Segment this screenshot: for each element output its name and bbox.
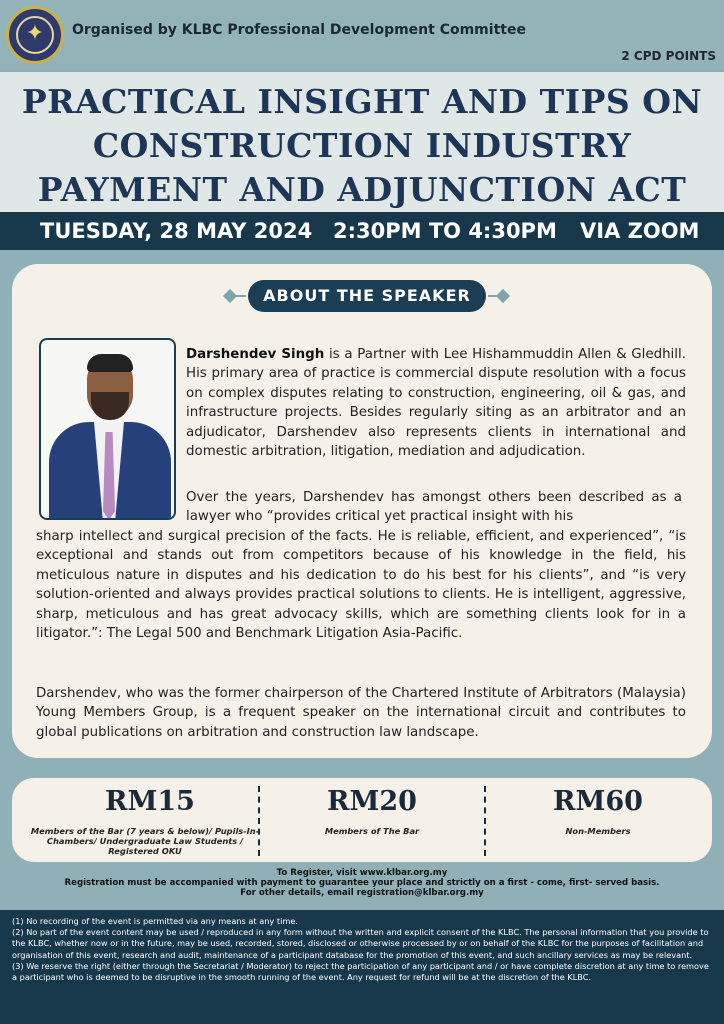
event-venue: VIA ZOOM (580, 219, 700, 243)
speaker-photo (39, 338, 176, 520)
term-3: (3) We reserve the right (either through the Secretariat / Moderator) to reject the participation of any participant and / or have complete discretion at any time to remove a participant who is deemed to be disruptive in the smooth running of the event. Any request for refund will be at the discretion of the KLBC. (12, 960, 709, 983)
registration-note: Registration must be accompanied with payment to guarantee your place and strictly on a first - come, first- served basis. (64, 878, 660, 888)
date-bar (0, 212, 724, 250)
photo-beard (91, 392, 129, 420)
bio-paragraph-1 (186, 345, 686, 461)
title-line-3: PAYMENT AND ADJUNCTION ACT (37, 170, 687, 209)
logo-star-icon: ✦ (25, 21, 45, 46)
price-rm15: RM15 (105, 786, 195, 817)
event-date: TUESDAY, 28 MAY 2024 (40, 219, 313, 243)
price-rm20: RM20 (327, 786, 417, 817)
klbc-logo (6, 6, 64, 64)
organiser-text: Organised by KLBC Professional Development Committee (72, 22, 526, 38)
term-1: (1) No recording of the event is permitted via any means at any time. (12, 916, 298, 926)
price-rm20-label: Members of The Bar (324, 826, 420, 836)
photo-hair (87, 354, 133, 372)
price-rm15-label: Members of the Bar (7 years & below)/ Pupils-In-Chambers/ Undergraduate Law Students / Registered OKU (30, 826, 260, 856)
event-title (0, 80, 724, 212)
price-rm60: RM60 (553, 786, 643, 817)
title-line-2: CONSTRUCTION INDUSTRY (92, 126, 632, 165)
bio-1-text: is a Partner with Lee Hishammuddin Allen & Gledhill. His primary area of practice is commercial dispute resolution with a focus on complex disputes relating to construction, engineering, oil & gas, and infrastructure projects. Besides regularly siting as an arbitrator and an adjudicator, Darshendev also represents clients in international and domestic arbitration, litigation, mediation and adjudication. (186, 347, 686, 460)
bio-paragraph-3: Darshendev, who was the former chairperson of the Chartered Institute of Arbitrators (Malaysia) Young Members Group, is a frequent speaker on the international circuit and contributes to global publications on arbitration and construction law landscape. (36, 686, 686, 740)
event-time: 2:30PM TO 4:30PM (333, 219, 557, 243)
cpd-points: 2 CPD POINTS (621, 49, 716, 63)
registration-email[interactable]: For other details, email registration@klbar.org.my (240, 888, 484, 898)
price-separator-1 (258, 786, 260, 856)
term-2: (2) No part of the event content may be used / reproduced in any form without the written and explicit consent of the KLBC. The personal information that you provide to the KLBC, whether now or in the future, may be used, recorded, stored, disclosed or otherwise processed by or on behalf of the KLBC for the purposes of facilitation and organisation of this event, research and audit, maintenance of a participant database for the promotion of this event, and such ancillary services as may be relevant. (12, 927, 709, 960)
bio-paragraph-2a: Over the years, Darshendev has amongst others been described as a lawyer who “provides critical yet practical insight with his (186, 490, 682, 525)
about-speaker-heading: ABOUT THE SPEAKER (248, 280, 486, 312)
price-separator-2 (484, 786, 486, 856)
speaker-name: Darshendev Singh (186, 347, 325, 362)
bio-paragraph-2b: sharp intellect and surgical precision of the facts. He is reliable, efficient, and experienced”, “is exceptional and stands out from competitors because of his knowledge in the field, his meticulous nature in disputes and his dedication to do his best for his clients”, and “is very solution-oriented and always provides practical solutions to clients. He is intelligent, aggressive, sharp, meticulous and has great advocacy skills, which are something clients look for in a litigator.”: The Legal 500 and Benchmark Litigation Asia-Pacific. (36, 529, 686, 642)
terms-footer (0, 910, 724, 1024)
price-rm60-label: Non-Members (565, 826, 631, 836)
register-link[interactable]: To Register, visit www.klbar.org.my (276, 868, 448, 878)
title-line-1: PRACTICAL INSIGHT AND TIPS ON (21, 82, 703, 121)
